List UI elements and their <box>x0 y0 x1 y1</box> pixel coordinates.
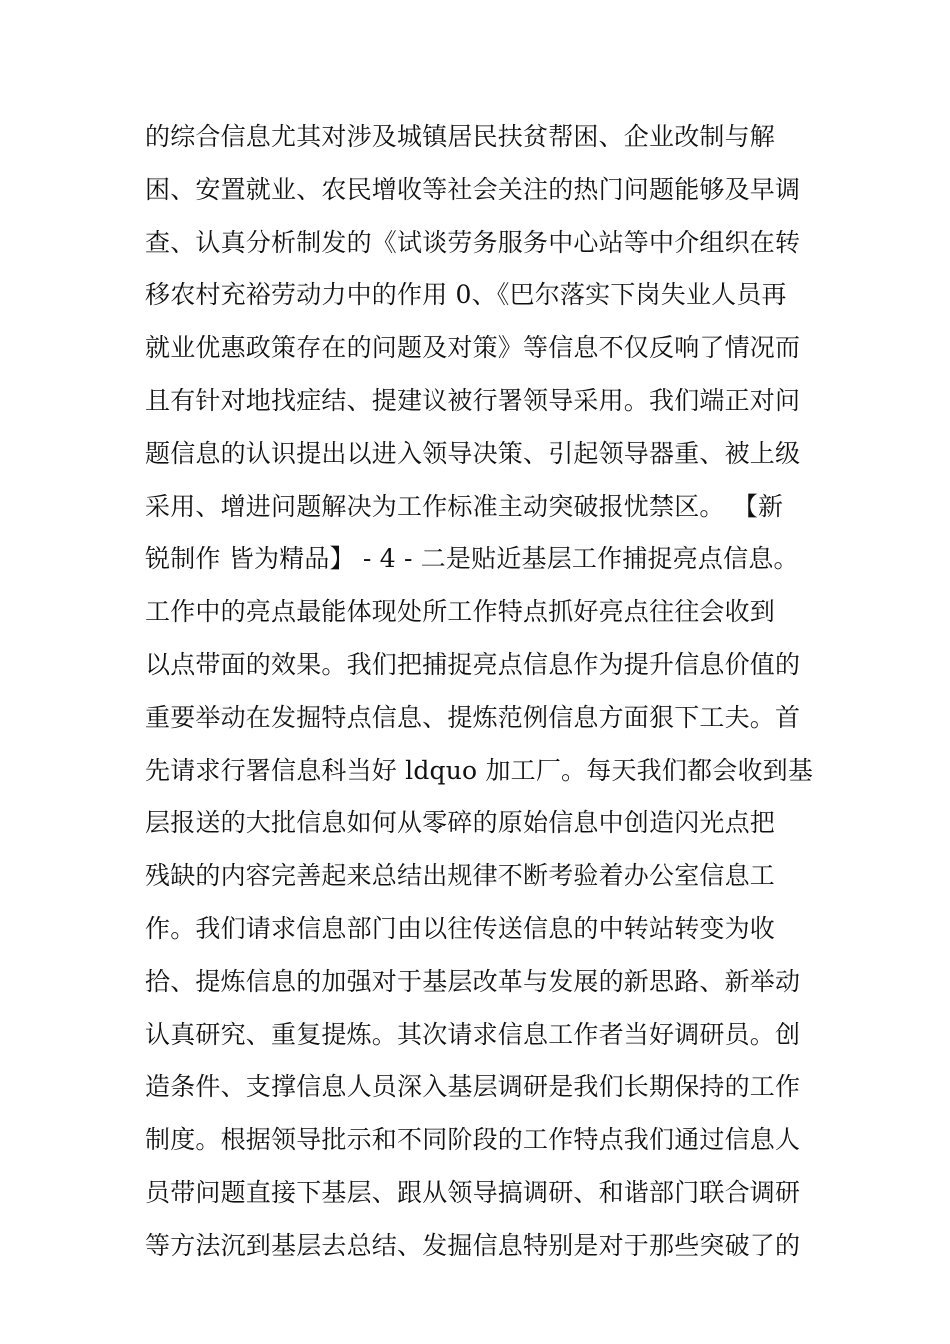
text-line: 残缺的内容完善起来总结出规律不断考验着办公室信息工 <box>145 861 776 891</box>
text-line: 且有针对地找症结、提建议被行署领导采用。我们端正对问 <box>145 385 801 415</box>
text-line: 等方法沉到基层去总结、发掘信息特别是对于那些突破了的 <box>145 1230 801 1260</box>
text-line: 移农村充裕劳动力中的作用 0、《巴尔落实下岗失业人员再 <box>145 280 787 310</box>
text-line: 重要举动在发掘特点信息、提炼范例信息方面狠下工夫。首 <box>145 702 801 732</box>
text-line: 员带问题直接下基层、跟从领导搞调研、和谐部门联合调研 <box>145 1177 801 1207</box>
text-line: 的综合信息尤其对涉及城镇居民扶贫帮困、企业改制与解 <box>145 122 776 151</box>
text-line: 先请求行署信息科当好 ldquo 加工厂。每天我们都会收到基 <box>145 755 814 785</box>
text-line: 制度。根据领导批示和不同阶段的工作特点我们通过信息人 <box>145 1125 801 1155</box>
text-line: 拾、提炼信息的加强对于基层改革与发展的新思路、新举动 <box>145 966 801 996</box>
text-line: 就业优惠政策存在的问题及对策》等信息不仅反响了情况而 <box>145 333 801 363</box>
text-line: 采用、增进问题解决为工作标准主动突破报忧禁区。 【新 <box>145 491 784 521</box>
text-line: 困、安置就业、农民增收等社会关注的热门问题能够及早调 <box>145 174 801 204</box>
text-line: 层报送的大批信息如何从零碎的原始信息中创造闪光点把 <box>145 808 776 838</box>
text-line: 以点带面的效果。我们把捕捉亮点信息作为提升信息价值的 <box>145 649 801 679</box>
text-line: 造条件、支撑信息人员深入基层调研是我们长期保持的工作 <box>145 1072 801 1102</box>
text-line: 认真研究、重复提炼。其次请求信息工作者当好调研员。创 <box>145 1019 801 1049</box>
text-line: 查、认真分析制发的《试谈劳务服务中心站等中介组织在转 <box>145 227 801 257</box>
text-line: 锐制作 皆为精品】 - 4 - 二是贴近基层工作捕捉亮点信息。 <box>145 544 799 574</box>
text-line: 作。我们请求信息部门由以往传送信息的中转站转变为收 <box>145 913 776 943</box>
text-line: 题信息的认识提出以进入领导决策、引起领导器重、被上级 <box>145 438 801 468</box>
body-text <box>145 111 825 1273</box>
text-line: 工作中的亮点最能体现处所工作特点抓好亮点往往会收到 <box>145 597 776 627</box>
